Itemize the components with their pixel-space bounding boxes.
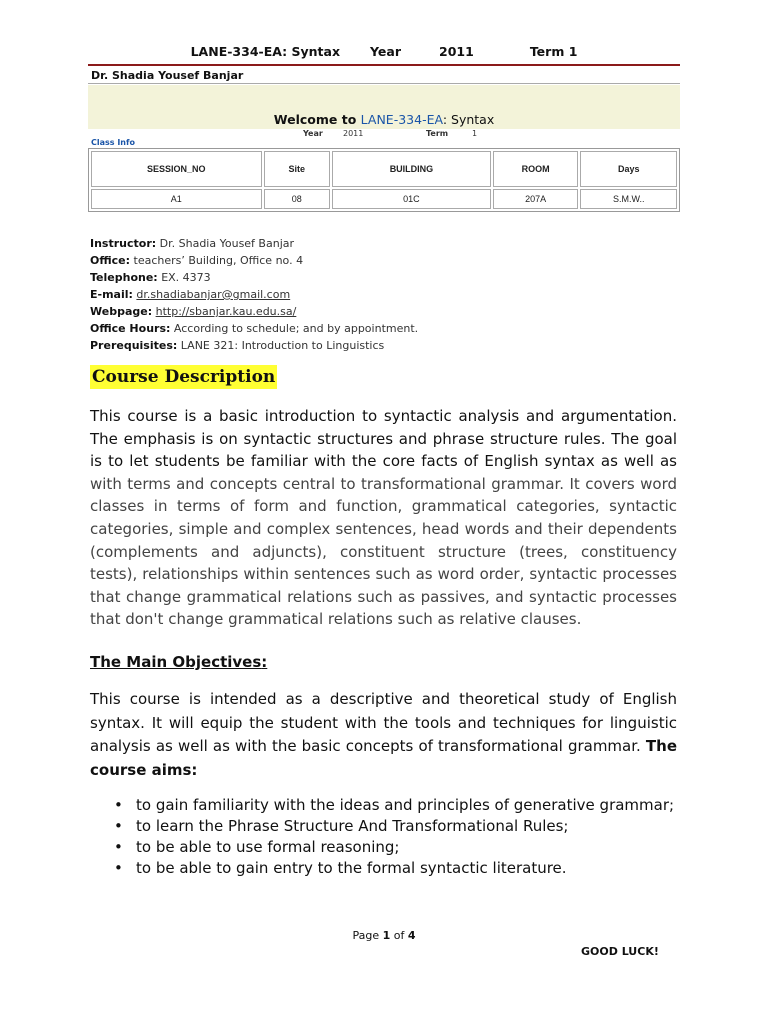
col-header-room: ROOM [493,151,579,187]
list-item: • to be able to use formal reasoning; [110,838,678,857]
page-total: 4 [407,929,416,942]
office-hours-value: According to schedule; and by appointment. [173,322,419,335]
info-office [90,252,418,269]
header-rule [88,64,680,66]
header-course: LANE-334-EA: Syntax [190,44,341,59]
schedule-header-row [91,151,677,187]
instructor-label: Instructor: [90,237,157,250]
prerequisites-label: Prerequisites: [90,339,178,352]
info-office-hours [90,320,418,337]
header-term: Term 1 [529,44,578,59]
col-header-site: Site [264,151,330,187]
office-hours-label: Office Hours: [90,322,171,335]
schedule-table [88,148,680,212]
office-label: Office: [90,254,130,267]
course-description-heading: Course Description [92,367,276,387]
description-text-a: This course is a basic introduction to syntactic analysis and argumentation. The emphasis is on syntactic structures and phrase structure rules. The goal is to let students be familiar with the core facts of English syntax as well as [90,407,677,471]
cell-room: 207A [493,189,579,209]
welcome-suffix: : Syntax [442,112,495,127]
prerequisites-value: LANE 321: Introduction to Linguistics [180,339,385,352]
welcome-title [0,112,768,127]
welcome-prefix: Welcome to [273,112,357,127]
col-header-days: Days [580,151,677,187]
class-info-link[interactable]: Class Info [91,138,135,147]
divider [88,83,680,84]
table-row [91,189,677,209]
cell-days: S.M.W.. [580,189,677,209]
telephone-value: EX. 4373 [161,271,211,284]
course-aims-label: The course aims: [90,737,677,779]
page-current: 1 [382,929,391,942]
welcome-year-label: Year [303,129,323,138]
info-webpage [90,303,418,320]
welcome-term-label: Term [426,129,449,138]
header-year: 2011 [439,44,474,59]
list-item: • to gain familiarity with the ideas and principles of generative grammar; [110,796,678,815]
good-luck-text: GOOD LUCK! [581,945,659,958]
page-prefix: Page [352,929,383,942]
email-link[interactable]: dr.shadiabanjar@gmail.com [136,288,291,301]
webpage-label: Webpage: [90,305,153,318]
email-label: E-mail: [90,288,133,301]
cell-building: 01C [332,189,491,209]
page-header [0,44,768,59]
welcome-term: 1 [472,129,478,138]
objectives-body: This course is intended as a descriptive and theoretical study of English syntax. It will equip the student with the tools and techniques for linguistic analysis as well as with the basic concepts of transformational grammar. [90,690,677,756]
objectives-text [90,688,677,782]
objectives-heading [90,653,267,671]
webpage-link[interactable]: http://sbanjar.kau.edu.sa/ [155,305,297,318]
objectives-heading-text: The Main Objectives [90,653,262,671]
description-text-b: with terms and concepts central to transformational grammar. It covers word classes in terms of form and function, grammatical categories, syntactic categories, simple and complex sentences, head words and their dependents (complements and adjuncts), constituent structure (trees, constituency tests), relationships within sentences such as word order, syntactic processes that change grammatical relations such as passives, and syntactic processes that don't change grammatical relations such as relative clauses. [90,474,677,629]
course-description-text [90,405,677,631]
office-value: teachers’ Building, Office no. 4 [133,254,304,267]
aims-list [110,796,678,880]
info-email [90,286,418,303]
telephone-label: Telephone: [90,271,158,284]
info-prerequisites [90,337,418,354]
info-instructor [90,235,418,252]
info-telephone [90,269,418,286]
instructor-info [90,235,418,354]
list-item: • to learn the Phrase Structure And Transformational Rules; [110,817,678,836]
welcome-year: 2011 [343,129,364,138]
page-of: of [390,929,408,942]
cell-session: A1 [91,189,262,209]
col-header-session: SESSION_NO [91,151,262,187]
list-item: • to be able to gain entry to the formal syntactic literature. [110,859,678,878]
objectives-heading-colon: : [261,653,268,671]
welcome-course-code: LANE-334-EA [360,112,443,127]
instructor-name-line: Dr. Shadia Yousef Banjar [91,69,244,82]
instructor-value: Dr. Shadia Yousef Banjar [159,237,295,250]
cell-site: 08 [264,189,330,209]
page-number [0,929,768,942]
header-year-label: Year [370,44,402,59]
col-header-building: BUILDING [332,151,491,187]
